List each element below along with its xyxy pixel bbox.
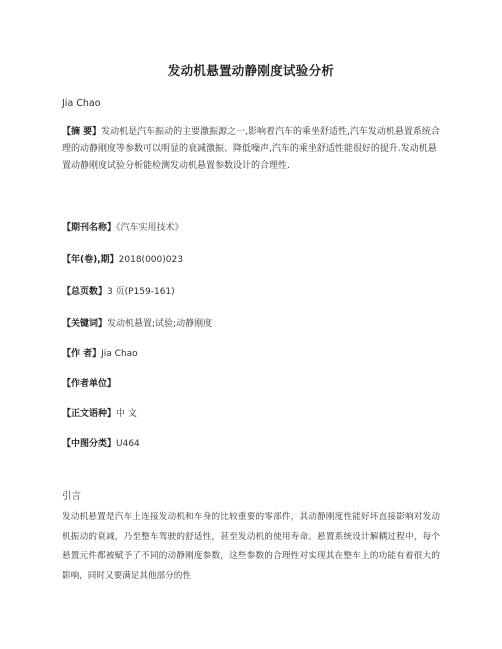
field-keywords bbox=[62, 318, 212, 331]
intro-paragraph: 发动机悬置是汽车上连接发动机和车身的比较重要的零部件，其动静刚度性能好坏直接影响对发动机振动的衰减，乃至整车驾驶的舒适性，甚至发动机的使用寿命。悬置系统设计解耦过程中，每个悬置元件都被赋予了不同的动静刚度参数，这些参数的合理性对实现其在整车上的功能有着很大的影响，同时又要满足其他部分的性 bbox=[62, 512, 440, 581]
field-value: 中 文 bbox=[116, 409, 137, 419]
field-value: 3 页(P159-161) bbox=[107, 287, 175, 297]
field-year-volume-issue bbox=[62, 254, 183, 267]
field-label: 【正文语种】 bbox=[62, 409, 117, 419]
field-label: 【作者单位】 bbox=[62, 379, 117, 389]
field-value: Jia Chao bbox=[101, 349, 138, 359]
field-value: 发动机悬置;试验;动静刚度 bbox=[107, 319, 213, 329]
field-value: U464 bbox=[116, 439, 140, 449]
field-value: 2018(000)023 bbox=[118, 255, 183, 265]
field-label: 【中图分类】 bbox=[62, 439, 117, 449]
field-author bbox=[62, 348, 138, 361]
field-value: 《汽车实用技术》 bbox=[116, 223, 184, 233]
abstract-block bbox=[62, 124, 440, 175]
abstract-text: 发动机是汽车振动的主要激振源之一,影响着汽车的乘坐舒适性,汽车发动机悬置系统合理的动静刚度等参数可以明显的衰减激振、降低噪声,汽车的乘坐舒适性能很好的提升.发动机悬置动静刚度试验分析能检测发动机悬置参数设计的合理性. bbox=[62, 127, 440, 171]
field-author-unit bbox=[62, 378, 116, 391]
field-label: 【总页数】 bbox=[62, 287, 108, 297]
field-label: 【关键词】 bbox=[62, 319, 108, 329]
abstract-label: 【摘 要】 bbox=[62, 127, 102, 137]
author-line: Jia Chao bbox=[62, 98, 101, 109]
intro-heading: 引言 bbox=[62, 491, 82, 502]
field-label: 【年(卷),期】 bbox=[62, 255, 119, 265]
field-total-pages bbox=[62, 286, 175, 299]
field-label: 【期刊名称】 bbox=[62, 223, 117, 233]
field-label: 【作 者】 bbox=[62, 349, 102, 359]
field-classification bbox=[62, 438, 140, 451]
field-language bbox=[62, 408, 137, 421]
document-title: 发动机悬置动静刚度试验分析 bbox=[167, 63, 335, 78]
field-journal-name bbox=[62, 222, 184, 235]
